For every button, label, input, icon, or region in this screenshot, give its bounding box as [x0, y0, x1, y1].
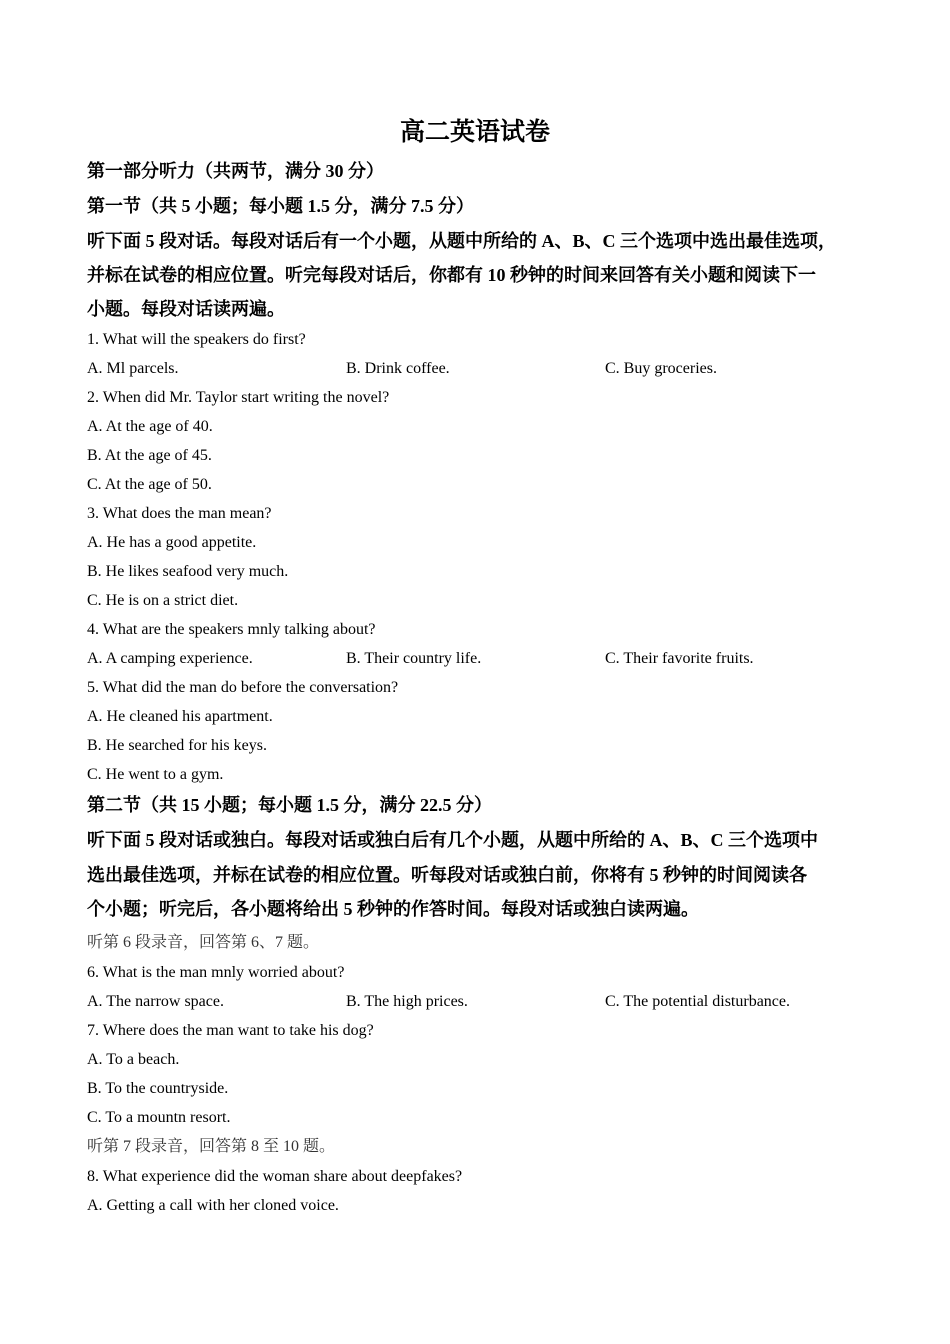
page-title: 高二英语试卷 [399, 119, 550, 146]
section2-heading: 第二节（共 15 小题；每小题 1.5 分，满分 22.5 分） [87, 795, 492, 815]
option-c: C. He went to a gym. [87, 766, 224, 783]
section1-instruction-line: 听下面 5 段对话。每段对话后有一个小题，从题中所给的 A、B、C 三个选项中选出最佳选项， [87, 231, 836, 251]
question-text: 3. What does the man mean? [87, 505, 272, 522]
option-b: B. Drink coffee. [346, 360, 450, 377]
option-a: A. Ml parcels. [87, 360, 179, 377]
option-c: C. At the age of 50. [87, 476, 212, 493]
section2-instruction-line: 选出最佳选项，并标在试卷的相应位置。听每段对话或独白前，你将有 5 秒钟的时间阅读各 [87, 865, 807, 885]
part1-heading: 第一部分听力（共两节，满分 30 分） [87, 161, 384, 181]
section1-heading: 第一节（共 5 小题；每小题 1.5 分，满分 7.5 分） [87, 196, 474, 216]
audio-6-note: 听第 6 段录音，回答第 6、7 题。 [87, 934, 320, 951]
question-text: 7. Where does the man want to take his dog? [87, 1022, 374, 1039]
option-c: C. To a mountn resort. [87, 1109, 231, 1126]
option-a: A. At the age of 40. [87, 418, 213, 435]
option-c: C. Buy groceries. [605, 360, 717, 377]
question-text: 8. What experience did the woman share about deepfakes? [87, 1168, 463, 1185]
option-b: B. At the age of 45. [87, 447, 212, 464]
question-text: 5. What did the man do before the conversation? [87, 679, 399, 696]
option-c: C. The potential disturbance. [605, 993, 790, 1010]
option-a: A. To a beach. [87, 1051, 180, 1068]
section1-instruction-line: 并标在试卷的相应位置。听完每段对话后，你都有 10 秒钟的时间来回答有关小题和阅读下一 [87, 265, 816, 285]
option-a: A. A camping experience. [87, 650, 253, 667]
option-a: A. He has a good appetite. [87, 534, 257, 551]
option-b: B. Their country life. [346, 650, 482, 667]
option-b: B. He likes seafood very much. [87, 563, 289, 580]
question-text: 4. What are the speakers mnly talking about? [87, 621, 376, 638]
section2-instruction-line: 听下面 5 段对话或独白。每段对话或独白后有几个小题，从题中所给的 A、B、C 三个选项中 [87, 830, 818, 850]
section1-instruction-line: 小题。每段对话读两遍。 [87, 299, 285, 319]
option-b: B. He searched for his keys. [87, 737, 267, 754]
option-a: A. Getting a call with her cloned voice. [87, 1197, 339, 1214]
section2-instruction-line: 个小题；听完后，各小题将给出 5 秒钟的作答时间。每段对话或独白读两遍。 [87, 899, 699, 919]
option-c: C. Their favorite fruits. [605, 650, 754, 667]
option-a: A. The narrow space. [87, 993, 224, 1010]
option-a: A. He cleaned his apartment. [87, 708, 273, 725]
question-text: 1. What will the speakers do first? [87, 331, 306, 348]
option-c: C. He is on a strict diet. [87, 592, 239, 609]
option-b: B. The high prices. [346, 993, 468, 1010]
question-text: 6. What is the man mnly worried about? [87, 964, 345, 981]
option-b: B. To the countryside. [87, 1080, 229, 1097]
question-text: 2. When did Mr. Taylor start writing the novel? [87, 389, 390, 406]
audio-7-note: 听第 7 段录音，回答第 8 至 10 题。 [87, 1138, 336, 1155]
